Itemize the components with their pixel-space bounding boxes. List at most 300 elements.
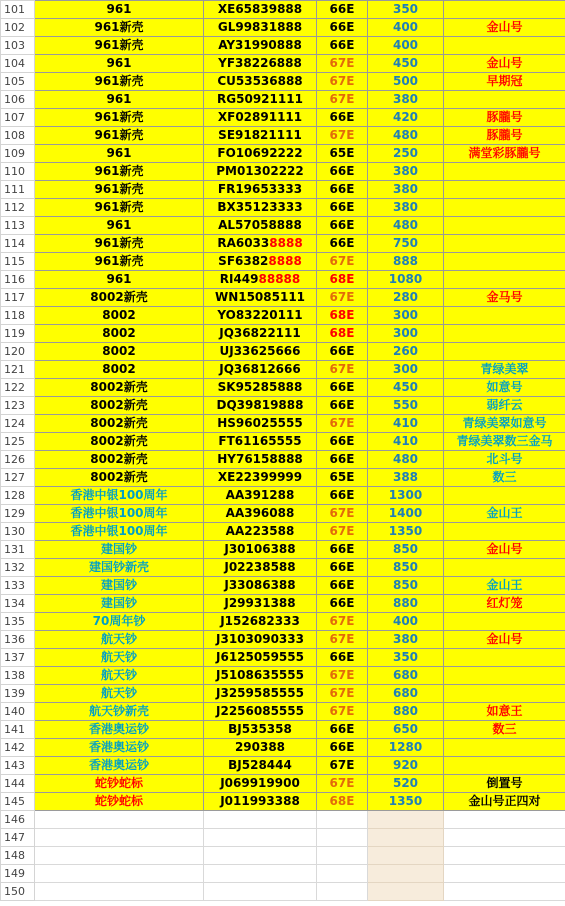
cell-serial[interactable] xyxy=(204,667,317,685)
cell-type[interactable]: 961新壳 xyxy=(35,253,204,271)
cell-grade[interactable]: 67E xyxy=(317,289,368,307)
cell-serial[interactable] xyxy=(204,775,317,793)
cell-note[interactable] xyxy=(444,163,565,181)
cell-price[interactable]: 410 xyxy=(368,415,444,433)
cell-serial[interactable] xyxy=(204,343,317,361)
cell-note[interactable]: 青绿美翠 xyxy=(444,361,565,379)
cell-grade[interactable] xyxy=(317,865,368,883)
cell-serial[interactable] xyxy=(204,721,317,739)
cell-serial[interactable] xyxy=(204,253,317,271)
cell-grade[interactable]: 66E xyxy=(317,739,368,757)
cell-serial[interactable] xyxy=(204,163,317,181)
cell-note[interactable] xyxy=(444,487,565,505)
row-header[interactable]: 148 xyxy=(1,847,35,865)
cell-serial[interactable] xyxy=(204,415,317,433)
cell-price[interactable]: 680 xyxy=(368,685,444,703)
cell-note[interactable] xyxy=(444,883,565,901)
cell-price[interactable]: 380 xyxy=(368,199,444,217)
cell-price[interactable]: 1350 xyxy=(368,793,444,811)
cell-price[interactable] xyxy=(368,847,444,865)
cell-price[interactable]: 420 xyxy=(368,109,444,127)
cell-type[interactable]: 建国钞新壳 xyxy=(35,559,204,577)
row-header[interactable]: 136 xyxy=(1,631,35,649)
cell-grade[interactable]: 66E xyxy=(317,487,368,505)
cell-type[interactable]: 8002 xyxy=(35,307,204,325)
cell-grade[interactable]: 66E xyxy=(317,397,368,415)
cell-serial[interactable] xyxy=(204,91,317,109)
cell-note[interactable] xyxy=(444,685,565,703)
cell-type[interactable]: 961新壳 xyxy=(35,19,204,37)
cell-serial[interactable] xyxy=(204,271,317,289)
cell-serial[interactable] xyxy=(204,37,317,55)
cell-grade[interactable]: 67E xyxy=(317,667,368,685)
cell-grade[interactable]: 67E xyxy=(317,91,368,109)
row-header[interactable]: 111 xyxy=(1,181,35,199)
cell-type[interactable]: 建国钞 xyxy=(35,595,204,613)
cell-price[interactable]: 380 xyxy=(368,181,444,199)
cell-price[interactable]: 380 xyxy=(368,631,444,649)
row-header[interactable]: 114 xyxy=(1,235,35,253)
cell-type[interactable]: 建国钞 xyxy=(35,577,204,595)
cell-grade[interactable]: 66E xyxy=(317,541,368,559)
cell-price[interactable]: 1300 xyxy=(368,487,444,505)
cell-note[interactable] xyxy=(444,235,565,253)
cell-price[interactable]: 850 xyxy=(368,559,444,577)
cell-type[interactable]: 8002新壳 xyxy=(35,451,204,469)
cell-type[interactable]: 961 xyxy=(35,91,204,109)
cell-price[interactable]: 350 xyxy=(368,649,444,667)
cell-type[interactable]: 961新壳 xyxy=(35,181,204,199)
cell-type[interactable] xyxy=(35,811,204,829)
cell-grade[interactable]: 66E xyxy=(317,343,368,361)
cell-grade[interactable]: 67E xyxy=(317,73,368,91)
cell-grade[interactable]: 66E xyxy=(317,163,368,181)
cell-type[interactable]: 香港奥运钞 xyxy=(35,721,204,739)
row-header[interactable]: 129 xyxy=(1,505,35,523)
cell-grade[interactable]: 67E xyxy=(317,631,368,649)
cell-serial[interactable] xyxy=(204,739,317,757)
cell-serial[interactable] xyxy=(204,451,317,469)
cell-serial[interactable] xyxy=(204,1,317,19)
cell-grade[interactable]: 68E xyxy=(317,271,368,289)
cell-type[interactable]: 航天钞 xyxy=(35,667,204,685)
cell-type[interactable]: 8002新壳 xyxy=(35,469,204,487)
cell-price[interactable]: 388 xyxy=(368,469,444,487)
cell-note[interactable] xyxy=(444,559,565,577)
row-header[interactable]: 147 xyxy=(1,829,35,847)
cell-type[interactable]: 香港中银100周年 xyxy=(35,487,204,505)
cell-price[interactable] xyxy=(368,883,444,901)
cell-note[interactable] xyxy=(444,811,565,829)
row-header[interactable]: 124 xyxy=(1,415,35,433)
cell-price[interactable]: 1280 xyxy=(368,739,444,757)
cell-type[interactable]: 70周年钞 xyxy=(35,613,204,631)
cell-serial[interactable] xyxy=(204,865,317,883)
cell-grade[interactable]: 67E xyxy=(317,361,368,379)
cell-serial[interactable] xyxy=(204,235,317,253)
row-header[interactable]: 115 xyxy=(1,253,35,271)
row-header[interactable]: 150 xyxy=(1,883,35,901)
cell-type[interactable] xyxy=(35,829,204,847)
cell-note[interactable] xyxy=(444,325,565,343)
cell-type[interactable]: 961新壳 xyxy=(35,163,204,181)
cell-price[interactable]: 380 xyxy=(368,91,444,109)
cell-type[interactable]: 建国钞 xyxy=(35,541,204,559)
cell-type[interactable]: 961新壳 xyxy=(35,109,204,127)
row-header[interactable]: 116 xyxy=(1,271,35,289)
cell-note[interactable]: 金山王 xyxy=(444,577,565,595)
cell-grade[interactable]: 66E xyxy=(317,649,368,667)
row-header[interactable]: 133 xyxy=(1,577,35,595)
cell-grade[interactable] xyxy=(317,847,368,865)
cell-type[interactable]: 8002 xyxy=(35,343,204,361)
cell-serial[interactable] xyxy=(204,127,317,145)
cell-price[interactable]: 750 xyxy=(368,235,444,253)
cell-note[interactable]: 弱纤云 xyxy=(444,397,565,415)
cell-grade[interactable]: 65E xyxy=(317,469,368,487)
cell-price[interactable]: 260 xyxy=(368,343,444,361)
cell-grade[interactable] xyxy=(317,883,368,901)
cell-note[interactable]: 金山王 xyxy=(444,505,565,523)
cell-grade[interactable]: 67E xyxy=(317,757,368,775)
cell-note[interactable] xyxy=(444,181,565,199)
cell-serial[interactable] xyxy=(204,73,317,91)
cell-serial[interactable] xyxy=(204,757,317,775)
row-header[interactable]: 128 xyxy=(1,487,35,505)
cell-price[interactable]: 650 xyxy=(368,721,444,739)
cell-note[interactable] xyxy=(444,523,565,541)
cell-price[interactable]: 480 xyxy=(368,127,444,145)
cell-grade[interactable]: 66E xyxy=(317,19,368,37)
cell-price[interactable]: 480 xyxy=(368,451,444,469)
cell-type[interactable]: 8002新壳 xyxy=(35,397,204,415)
cell-serial[interactable] xyxy=(204,397,317,415)
cell-note[interactable] xyxy=(444,217,565,235)
cell-grade[interactable]: 67E xyxy=(317,685,368,703)
cell-note[interactable] xyxy=(444,739,565,757)
cell-serial[interactable] xyxy=(204,433,317,451)
cell-grade[interactable]: 66E xyxy=(317,595,368,613)
row-header[interactable]: 113 xyxy=(1,217,35,235)
row-header[interactable]: 127 xyxy=(1,469,35,487)
cell-price[interactable]: 880 xyxy=(368,595,444,613)
cell-price[interactable]: 1400 xyxy=(368,505,444,523)
row-header[interactable]: 106 xyxy=(1,91,35,109)
cell-serial[interactable] xyxy=(204,325,317,343)
cell-note[interactable]: 金山号 xyxy=(444,55,565,73)
cell-serial[interactable] xyxy=(204,307,317,325)
cell-type[interactable]: 961新壳 xyxy=(35,37,204,55)
cell-serial[interactable] xyxy=(204,631,317,649)
row-header[interactable]: 125 xyxy=(1,433,35,451)
cell-price[interactable]: 480 xyxy=(368,217,444,235)
cell-price[interactable]: 380 xyxy=(368,163,444,181)
cell-note[interactable] xyxy=(444,343,565,361)
cell-serial[interactable] xyxy=(204,505,317,523)
row-header[interactable]: 120 xyxy=(1,343,35,361)
cell-serial[interactable] xyxy=(204,487,317,505)
cell-note[interactable]: 金山号 xyxy=(444,631,565,649)
cell-type[interactable]: 961 xyxy=(35,271,204,289)
row-header[interactable]: 135 xyxy=(1,613,35,631)
cell-price[interactable]: 1080 xyxy=(368,271,444,289)
cell-grade[interactable]: 66E xyxy=(317,109,368,127)
cell-price[interactable]: 400 xyxy=(368,37,444,55)
cell-grade[interactable]: 65E xyxy=(317,145,368,163)
cell-grade[interactable]: 66E xyxy=(317,433,368,451)
row-header[interactable]: 122 xyxy=(1,379,35,397)
row-header[interactable]: 110 xyxy=(1,163,35,181)
cell-type[interactable]: 航天钞新壳 xyxy=(35,703,204,721)
cell-grade[interactable]: 66E xyxy=(317,559,368,577)
cell-serial[interactable] xyxy=(204,541,317,559)
cell-serial[interactable] xyxy=(204,613,317,631)
cell-grade[interactable]: 67E xyxy=(317,613,368,631)
cell-type[interactable]: 航天钞 xyxy=(35,631,204,649)
cell-type[interactable]: 961 xyxy=(35,55,204,73)
cell-serial[interactable] xyxy=(204,811,317,829)
cell-grade[interactable]: 67E xyxy=(317,55,368,73)
cell-serial[interactable] xyxy=(204,199,317,217)
row-header[interactable]: 139 xyxy=(1,685,35,703)
cell-type[interactable]: 香港中银100周年 xyxy=(35,505,204,523)
cell-note[interactable]: 倒置号 xyxy=(444,775,565,793)
cell-note[interactable] xyxy=(444,865,565,883)
cell-price[interactable]: 888 xyxy=(368,253,444,271)
cell-note[interactable]: 金马号 xyxy=(444,289,565,307)
cell-type[interactable]: 961 xyxy=(35,217,204,235)
row-header[interactable]: 134 xyxy=(1,595,35,613)
cell-grade[interactable]: 68E xyxy=(317,325,368,343)
cell-serial[interactable] xyxy=(204,55,317,73)
cell-grade[interactable] xyxy=(317,811,368,829)
row-header[interactable]: 138 xyxy=(1,667,35,685)
cell-serial[interactable] xyxy=(204,109,317,127)
cell-type[interactable]: 961新壳 xyxy=(35,199,204,217)
row-header[interactable]: 123 xyxy=(1,397,35,415)
cell-note[interactable] xyxy=(444,667,565,685)
cell-note[interactable]: 金山号正四对 xyxy=(444,793,565,811)
cell-serial[interactable] xyxy=(204,289,317,307)
cell-type[interactable]: 8002 xyxy=(35,325,204,343)
cell-price[interactable]: 300 xyxy=(368,325,444,343)
cell-grade[interactable]: 66E xyxy=(317,181,368,199)
cell-price[interactable] xyxy=(368,829,444,847)
row-header[interactable]: 105 xyxy=(1,73,35,91)
cell-type[interactable]: 961新壳 xyxy=(35,127,204,145)
cell-serial[interactable] xyxy=(204,883,317,901)
row-header[interactable]: 141 xyxy=(1,721,35,739)
cell-serial[interactable] xyxy=(204,181,317,199)
cell-grade[interactable]: 67E xyxy=(317,415,368,433)
row-header[interactable]: 137 xyxy=(1,649,35,667)
cell-serial[interactable] xyxy=(204,379,317,397)
row-header[interactable]: 140 xyxy=(1,703,35,721)
row-header[interactable]: 107 xyxy=(1,109,35,127)
cell-note[interactable]: 早期冠 xyxy=(444,73,565,91)
cell-price[interactable]: 450 xyxy=(368,379,444,397)
cell-grade[interactable]: 66E xyxy=(317,577,368,595)
cell-price[interactable]: 400 xyxy=(368,19,444,37)
cell-serial[interactable] xyxy=(204,685,317,703)
cell-grade[interactable]: 67E xyxy=(317,775,368,793)
row-header[interactable]: 149 xyxy=(1,865,35,883)
cell-note[interactable] xyxy=(444,253,565,271)
cell-type[interactable] xyxy=(35,883,204,901)
cell-price[interactable]: 300 xyxy=(368,361,444,379)
cell-price[interactable]: 250 xyxy=(368,145,444,163)
cell-note[interactable]: 青绿美翠如意号 xyxy=(444,415,565,433)
cell-price[interactable] xyxy=(368,811,444,829)
cell-price[interactable]: 850 xyxy=(368,577,444,595)
cell-note[interactable] xyxy=(444,757,565,775)
cell-serial[interactable] xyxy=(204,595,317,613)
row-header[interactable]: 103 xyxy=(1,37,35,55)
cell-note[interactable]: 北斗号 xyxy=(444,451,565,469)
row-header[interactable]: 117 xyxy=(1,289,35,307)
cell-type[interactable] xyxy=(35,865,204,883)
row-header[interactable]: 108 xyxy=(1,127,35,145)
cell-note[interactable]: 金山号 xyxy=(444,19,565,37)
cell-price[interactable]: 450 xyxy=(368,55,444,73)
row-header[interactable]: 101 xyxy=(1,1,35,19)
cell-note[interactable] xyxy=(444,199,565,217)
cell-type[interactable]: 961新壳 xyxy=(35,235,204,253)
cell-serial[interactable] xyxy=(204,361,317,379)
cell-grade[interactable]: 66E xyxy=(317,217,368,235)
cell-grade[interactable]: 68E xyxy=(317,307,368,325)
cell-grade[interactable]: 68E xyxy=(317,793,368,811)
cell-type[interactable]: 航天钞 xyxy=(35,685,204,703)
cell-price[interactable]: 920 xyxy=(368,757,444,775)
row-header[interactable]: 112 xyxy=(1,199,35,217)
cell-note[interactable] xyxy=(444,37,565,55)
row-header[interactable]: 146 xyxy=(1,811,35,829)
row-header[interactable]: 131 xyxy=(1,541,35,559)
cell-grade[interactable]: 66E xyxy=(317,721,368,739)
cell-grade[interactable]: 66E xyxy=(317,451,368,469)
cell-type[interactable]: 香港中银100周年 xyxy=(35,523,204,541)
cell-serial[interactable] xyxy=(204,577,317,595)
row-header[interactable]: 142 xyxy=(1,739,35,757)
cell-serial[interactable] xyxy=(204,793,317,811)
cell-price[interactable]: 680 xyxy=(368,667,444,685)
cell-note[interactable]: 如意号 xyxy=(444,379,565,397)
cell-type[interactable]: 8002新壳 xyxy=(35,433,204,451)
cell-price[interactable]: 300 xyxy=(368,307,444,325)
cell-type[interactable]: 蛇钞蛇标 xyxy=(35,775,204,793)
cell-serial[interactable] xyxy=(204,469,317,487)
cell-note[interactable]: 如意王 xyxy=(444,703,565,721)
cell-grade[interactable]: 67E xyxy=(317,505,368,523)
cell-serial[interactable] xyxy=(204,217,317,235)
cell-serial[interactable] xyxy=(204,19,317,37)
cell-type[interactable]: 香港奥运钞 xyxy=(35,739,204,757)
cell-note[interactable] xyxy=(444,649,565,667)
cell-price[interactable]: 350 xyxy=(368,1,444,19)
cell-serial[interactable] xyxy=(204,703,317,721)
cell-note[interactable]: 青绿美翠数三金马 xyxy=(444,433,565,451)
cell-note[interactable]: 数三 xyxy=(444,469,565,487)
cell-serial[interactable] xyxy=(204,829,317,847)
cell-price[interactable]: 550 xyxy=(368,397,444,415)
cell-note[interactable]: 红灯笼 xyxy=(444,595,565,613)
cell-grade[interactable] xyxy=(317,829,368,847)
cell-grade[interactable]: 67E xyxy=(317,703,368,721)
cell-type[interactable]: 航天钞 xyxy=(35,649,204,667)
cell-price[interactable] xyxy=(368,865,444,883)
cell-type[interactable]: 961 xyxy=(35,145,204,163)
cell-grade[interactable]: 66E xyxy=(317,235,368,253)
cell-note[interactable] xyxy=(444,91,565,109)
cell-grade[interactable]: 66E xyxy=(317,199,368,217)
cell-serial[interactable] xyxy=(204,847,317,865)
cell-note[interactable] xyxy=(444,1,565,19)
cell-type[interactable]: 香港奥运钞 xyxy=(35,757,204,775)
cell-grade[interactable]: 66E xyxy=(317,1,368,19)
cell-note[interactable] xyxy=(444,307,565,325)
cell-note[interactable] xyxy=(444,271,565,289)
cell-price[interactable]: 520 xyxy=(368,775,444,793)
cell-note[interactable]: 豚朧号 xyxy=(444,109,565,127)
row-header[interactable]: 119 xyxy=(1,325,35,343)
row-header[interactable]: 130 xyxy=(1,523,35,541)
cell-note[interactable]: 金山号 xyxy=(444,541,565,559)
cell-note[interactable]: 满堂彩豚朧号 xyxy=(444,145,565,163)
cell-price[interactable]: 400 xyxy=(368,613,444,631)
cell-type[interactable]: 蛇钞蛇标 xyxy=(35,793,204,811)
cell-price[interactable]: 410 xyxy=(368,433,444,451)
row-header[interactable]: 132 xyxy=(1,559,35,577)
cell-grade[interactable]: 66E xyxy=(317,379,368,397)
cell-type[interactable]: 8002 xyxy=(35,361,204,379)
row-header[interactable]: 143 xyxy=(1,757,35,775)
cell-note[interactable] xyxy=(444,613,565,631)
cell-price[interactable]: 880 xyxy=(368,703,444,721)
row-header[interactable]: 109 xyxy=(1,145,35,163)
cell-type[interactable]: 8002新壳 xyxy=(35,415,204,433)
cell-note[interactable]: 豚朧号 xyxy=(444,127,565,145)
cell-grade[interactable]: 67E xyxy=(317,127,368,145)
cell-type[interactable]: 961新壳 xyxy=(35,73,204,91)
cell-serial[interactable] xyxy=(204,649,317,667)
row-header[interactable]: 102 xyxy=(1,19,35,37)
row-header[interactable]: 118 xyxy=(1,307,35,325)
row-header[interactable]: 121 xyxy=(1,361,35,379)
cell-price[interactable]: 280 xyxy=(368,289,444,307)
row-header[interactable]: 126 xyxy=(1,451,35,469)
cell-serial[interactable] xyxy=(204,559,317,577)
cell-type[interactable]: 961 xyxy=(35,1,204,19)
cell-price[interactable]: 1350 xyxy=(368,523,444,541)
cell-grade[interactable]: 67E xyxy=(317,523,368,541)
cell-serial[interactable] xyxy=(204,145,317,163)
cell-price[interactable]: 500 xyxy=(368,73,444,91)
cell-note[interactable] xyxy=(444,829,565,847)
cell-serial[interactable] xyxy=(204,523,317,541)
cell-note[interactable]: 数三 xyxy=(444,721,565,739)
cell-price[interactable]: 850 xyxy=(368,541,444,559)
cell-note[interactable] xyxy=(444,847,565,865)
cell-type[interactable] xyxy=(35,847,204,865)
row-header[interactable]: 144 xyxy=(1,775,35,793)
row-header[interactable]: 145 xyxy=(1,793,35,811)
cell-type[interactable]: 8002新壳 xyxy=(35,289,204,307)
cell-grade[interactable]: 66E xyxy=(317,37,368,55)
cell-type[interactable]: 8002新壳 xyxy=(35,379,204,397)
row-header[interactable]: 104 xyxy=(1,55,35,73)
cell-grade[interactable]: 67E xyxy=(317,253,368,271)
